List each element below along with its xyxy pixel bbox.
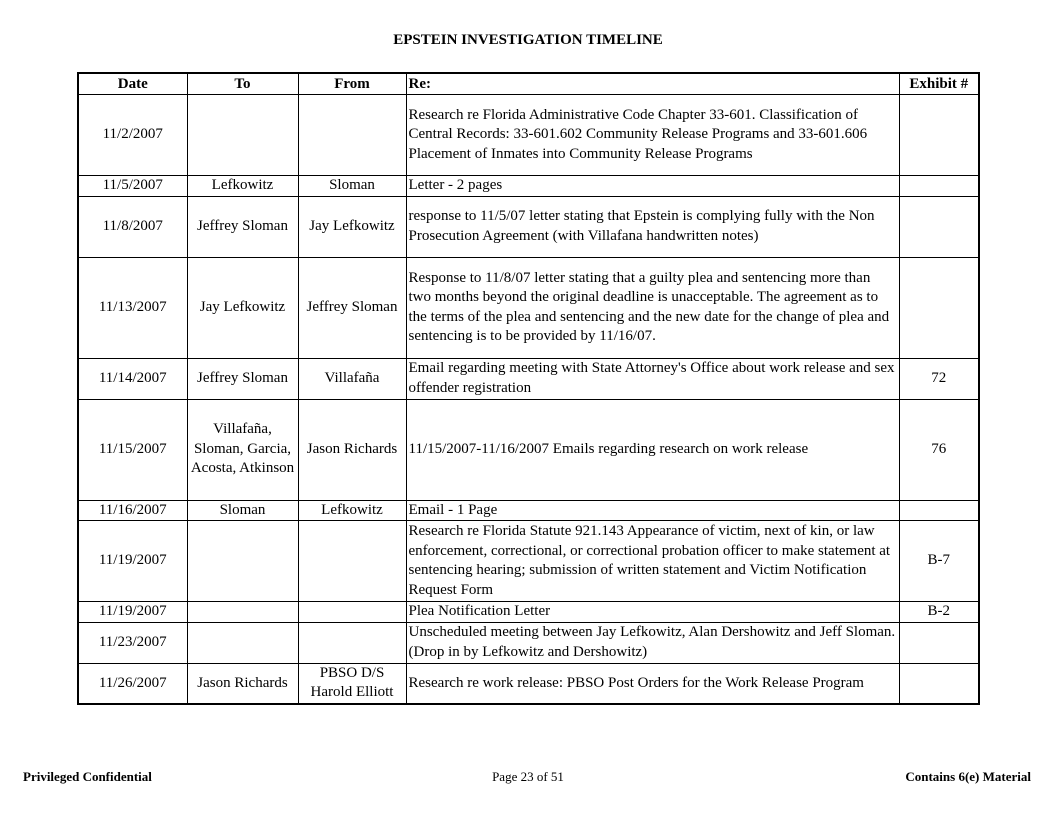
cell-to: Jeffrey Sloman <box>187 358 298 399</box>
cell-from <box>298 95 406 176</box>
cell-from <box>298 521 406 602</box>
cell-from: PBSO D/S Harold Elliott <box>298 663 406 704</box>
timeline-table <box>77 72 980 705</box>
cell-exhibit: B-7 <box>899 521 979 602</box>
cell-to: Jeffrey Sloman <box>187 196 298 257</box>
table-row <box>78 196 979 257</box>
table-row <box>78 95 979 176</box>
cell-re: Research re Florida Statute 921.143 Appearance of victim, next of kin, or law enforcement, correctional, or correctional probation officer to make statement at sentencing hearing; submission of written statement and Victim Notification Request Form <box>406 521 899 602</box>
cell-from <box>298 602 406 623</box>
cell-re: Response to 11/8/07 letter stating that a guilty plea and sentencing more than two months beyond the original deadline is unacceptable. The agreement as to the terms of the plea and sentencing and the new date for the change of plea and sentencing is to be provided by 11/16/07. <box>406 257 899 358</box>
cell-exhibit <box>899 196 979 257</box>
table-row <box>78 663 979 704</box>
table-row <box>78 500 979 521</box>
page-number: Page 23 of 51 <box>492 769 564 784</box>
cell-date: 11/23/2007 <box>78 622 187 663</box>
footer-privileged-label: Privileged Confidential <box>23 769 152 784</box>
cell-re: 11/15/2007-11/16/2007 Emails regarding research on work release <box>406 399 899 500</box>
cell-to: Jason Richards <box>187 663 298 704</box>
cell-exhibit <box>899 257 979 358</box>
table-row <box>78 602 979 623</box>
cell-re: Unscheduled meeting between Jay Lefkowitz, Alan Dershowitz and Jeff Sloman. (Drop in by Lefkowitz and Dershowitz) <box>406 622 899 663</box>
cell-exhibit: 76 <box>899 399 979 500</box>
header-row <box>78 73 979 95</box>
column-header-exhibit: Exhibit # <box>899 73 979 95</box>
page-title: EPSTEIN INVESTIGATION TIMELINE <box>393 32 663 48</box>
cell-date: 11/16/2007 <box>78 500 187 521</box>
cell-to: Villafaña, Sloman, Garcia, Acosta, Atkinson <box>187 399 298 500</box>
cell-from: Villafaña <box>298 358 406 399</box>
column-header-from: From <box>298 73 406 95</box>
cell-from: Sloman <box>298 176 406 197</box>
cell-from: Lefkowitz <box>298 500 406 521</box>
cell-exhibit <box>899 176 979 197</box>
cell-from <box>298 622 406 663</box>
cell-from: Jeffrey Sloman <box>298 257 406 358</box>
table-row <box>78 257 979 358</box>
cell-re: Research re work release: PBSO Post Orders for the Work Release Program <box>406 663 899 704</box>
cell-date: 11/13/2007 <box>78 257 187 358</box>
cell-date: 11/19/2007 <box>78 602 187 623</box>
cell-re: Research re Florida Administrative Code Chapter 33-601. Classification of Central Records: 33-601.602 Community Release Programs and 33-601.606 Placement of Inmates into Community Release Programs <box>406 95 899 176</box>
cell-re: Email - 1 Page <box>406 500 899 521</box>
table-row <box>78 176 979 197</box>
table-row <box>78 622 979 663</box>
cell-exhibit: B-2 <box>899 602 979 623</box>
cell-re: Email regarding meeting with State Attorney's Office about work release and sex offender registration <box>406 358 899 399</box>
table-row <box>78 399 979 500</box>
cell-exhibit <box>899 622 979 663</box>
cell-from: Jason Richards <box>298 399 406 500</box>
cell-to <box>187 602 298 623</box>
cell-exhibit <box>899 500 979 521</box>
cell-date: 11/2/2007 <box>78 95 187 176</box>
table-row <box>78 358 979 399</box>
cell-to <box>187 521 298 602</box>
cell-to <box>187 622 298 663</box>
column-header-re: Re: <box>406 73 899 95</box>
cell-to: Sloman <box>187 500 298 521</box>
cell-re: response to 11/5/07 letter stating that Epstein is complying fully with the Non Prosecution Agreement (with Villafana handwritten notes) <box>406 196 899 257</box>
cell-re: Plea Notification Letter <box>406 602 899 623</box>
footer-6e-label: Contains 6(e) Material <box>905 769 1031 784</box>
cell-date: 11/15/2007 <box>78 399 187 500</box>
cell-re: Letter - 2 pages <box>406 176 899 197</box>
table-row <box>78 521 979 602</box>
cell-exhibit <box>899 95 979 176</box>
cell-date: 11/8/2007 <box>78 196 187 257</box>
cell-from: Jay Lefkowitz <box>298 196 406 257</box>
cell-exhibit <box>899 663 979 704</box>
cell-to: Lefkowitz <box>187 176 298 197</box>
cell-to: Jay Lefkowitz <box>187 257 298 358</box>
cell-exhibit: 72 <box>899 358 979 399</box>
cell-date: 11/19/2007 <box>78 521 187 602</box>
column-header-to: To <box>187 73 298 95</box>
column-header-date: Date <box>78 73 187 95</box>
cell-date: 11/14/2007 <box>78 358 187 399</box>
cell-date: 11/26/2007 <box>78 663 187 704</box>
cell-to <box>187 95 298 176</box>
cell-date: 11/5/2007 <box>78 176 187 197</box>
